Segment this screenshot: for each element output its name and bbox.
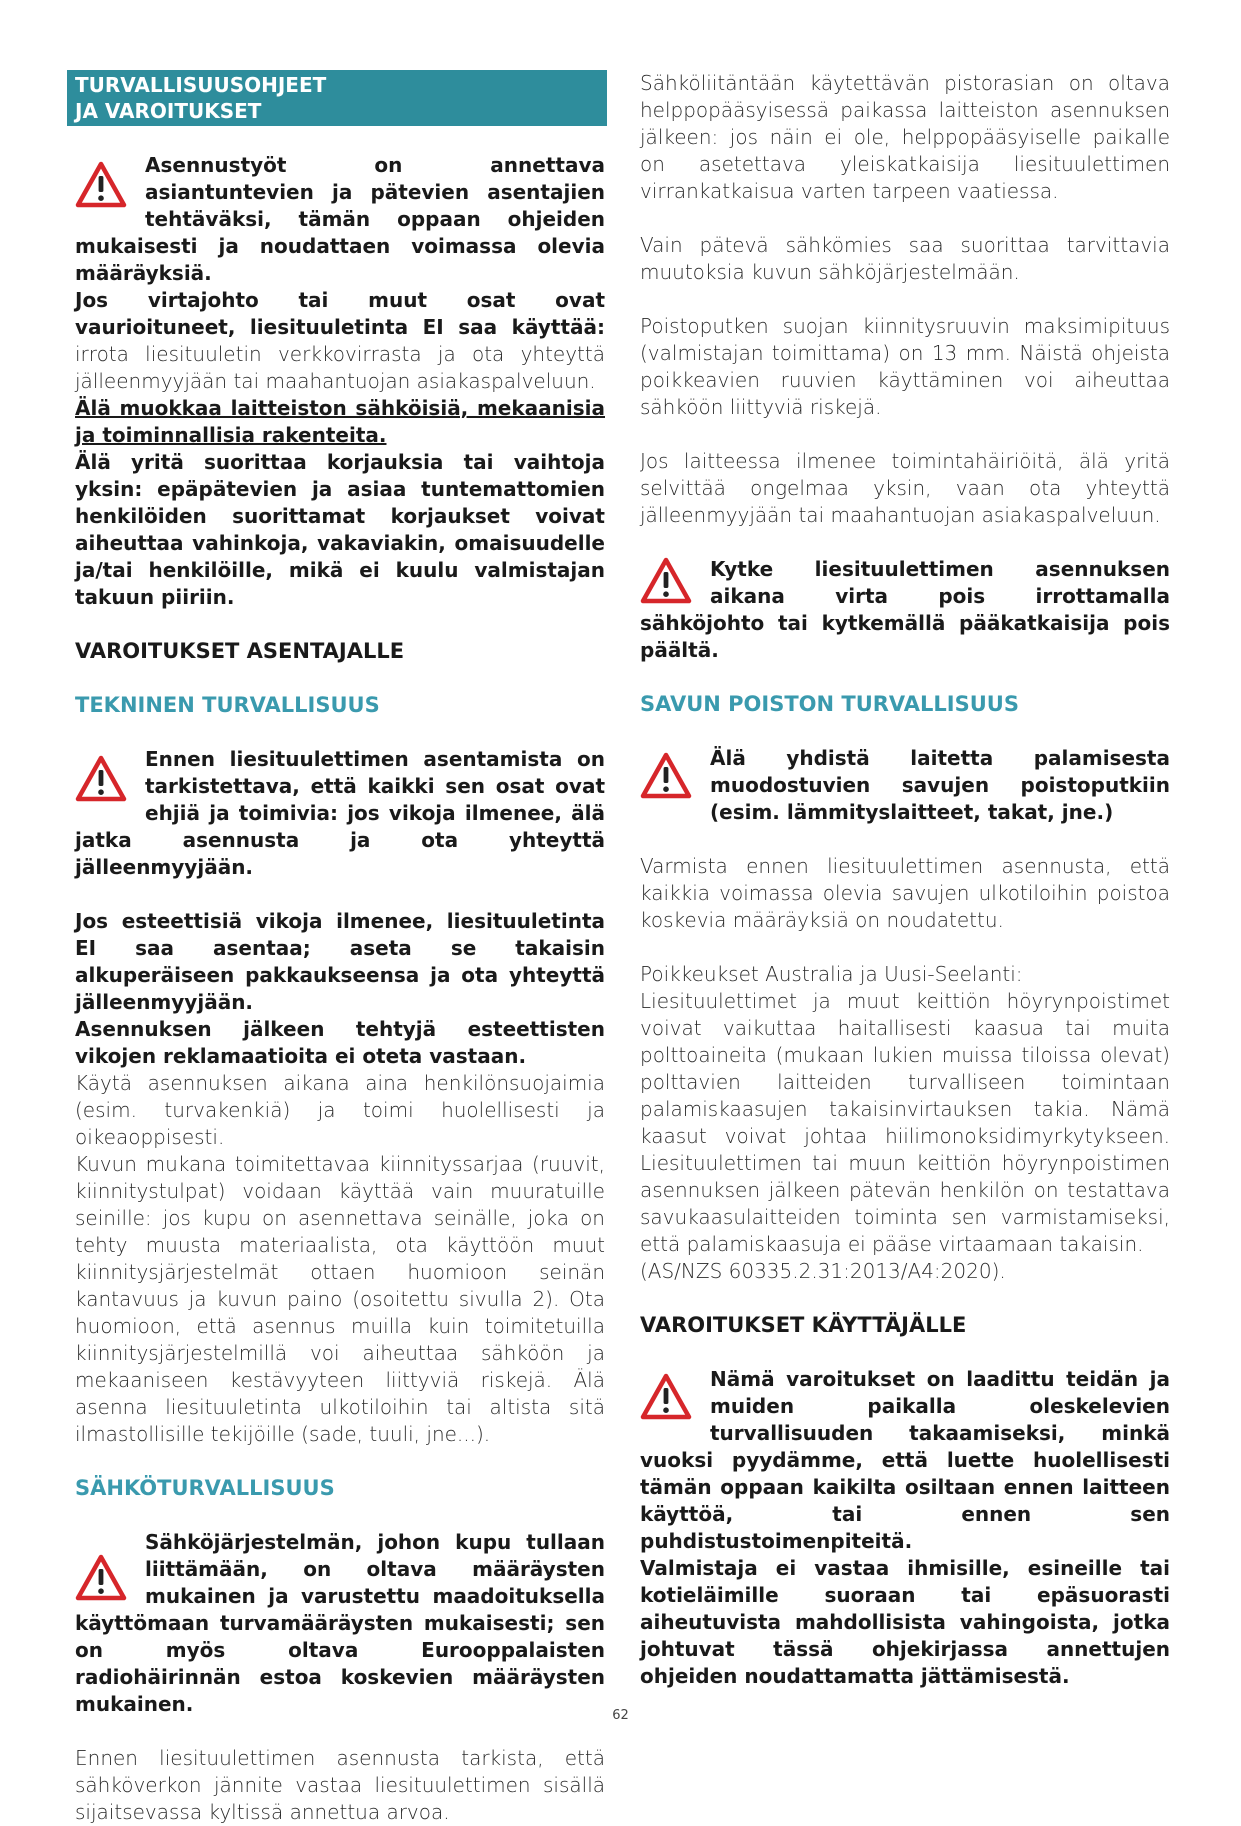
- warning-inspection: [75, 746, 605, 881]
- damaged-parts-paragraph: [75, 287, 605, 395]
- section-header-band: [67, 70, 607, 126]
- warning-triangle-icon: [75, 1553, 127, 1603]
- smoke-regulations-paragraph: Varmista ennen liesituulettimen asennusta, että kaikkia voimassa olevia savujen ulkotiloihin poistoa koskevia määräyksiä on noudatettu.: [640, 854, 1170, 932]
- warning-user-text: Nämä varoitukset on laadittu teidän ja muiden paikalla oleskelevien turvallisuuden takaamiseksi, minkä vuoksi pyydämme, että luette huolellisesti tämän oppaan kaikilta osiltaan ennen laitteen käyttöä, tai ennen sen puhdistustoimenpiteitä.: [640, 1367, 1170, 1553]
- warning-triangle-icon: [640, 556, 692, 606]
- socket-paragraph: Sähköliitäntään käytettävän pistorasian on oltava helppopääsyisessä paikassa laitteiston asennuksen jälkeen: jos näin ei ole, helppopääsyiselle paikalle on asetettava yleiskatkaisija liesituulettimen virrankatkaisua varten tarpeen vaatiessa.: [640, 71, 1170, 203]
- warning-power-off: [640, 556, 1170, 664]
- warning-power-off-text: Kytke liesituulettimen asennuksen aikana virta pois irrottamalla sähköjohto tai kytkemällä pääkatkaisija pois päältä.: [640, 557, 1170, 662]
- standard-reference: (AS/NZS 60335.2.31:2013/A4:2020).: [640, 1259, 1006, 1283]
- header-line-1: TURVALLISUUSOHJEET: [75, 73, 327, 97]
- no-modify-notice: Älä muokkaa laitteiston sähköisiä, mekaanisia ja toiminnallisia rakenteita.: [75, 396, 605, 447]
- exceptions-paragraph: Liesituulettimet ja muut keittiön höyrynpoistimet voivat vaikuttaa haitallisesti kaasua tai muita polttoaineita (mukaan lukien muissa tiloissa olevat) polttavien laitteiden turvalliseen toimintaan palamiskaasujen takaisinvirtauksen takia. Nämä kaasut voivat johtaa hiilimonoksidimyrkytykseen. Liesituulettimen tai muun keittiön höyrynpoistimen asennuksen jälkeen pätevän henkilön on testattava savukaasulaitteiden toiminta sen varmistamiseksi, että palamiskaasuja ei pääse virtaamaan takaisin.: [640, 989, 1170, 1256]
- liability-paragraph: Valmistaja ei vastaa ihmisille, esineille tai kotieläimille suoraan tai epäsuorasti aiheutuvista mahdollisista vahingoista, jotka johtuvat tässä ohjekirjassa annettujen ohjeiden noudattamatta jättämisestä.: [640, 1556, 1170, 1688]
- screw-length-paragraph: Poistoputken suojan kiinnitysruuvin maksimipituus (valmistajan toimittama) on 13 mm. Näistä ohjeista poikkeavien ruuvien käyttäminen voi aiheuttaa sähköön liittyviä riskejä.: [640, 314, 1170, 419]
- installer-warnings-title: VAROITUKSET ASENTAJALLE: [75, 639, 405, 663]
- electrical-safety-title: SÄHKÖTURVALLISUUS: [75, 1476, 335, 1500]
- damaged-parts-bold: Jos virtajohto tai muut osat ovat vaurioituneet, liesituuletinta EI saa käyttää:: [75, 288, 605, 339]
- warning-flue-text: Älä yhdistä laitetta palamisesta muodostuvien savujen poistoputkiin (esim. lämmityslaitteet, takat, jne.): [710, 746, 1170, 824]
- warning-installation: [75, 152, 605, 287]
- left-column: [75, 70, 605, 1826]
- warning-electrical-text: Sähköjärjestelmän, johon kupu tullaan liittämään, on oltava määräysten mukainen ja varustettu maadoituksella käyttömaan turvamääräysten mukaisesti; sen on myös oltava Eurooppalaisten radiohäirinnän estoa koskevien määräysten mukainen.: [75, 1530, 605, 1716]
- exceptions-title: Poikkeukset Australia ja Uusi-Seelanti:: [640, 962, 1023, 986]
- malfunction-paragraph: Jos laitteessa ilmenee toimintahäiriöitä, älä yritä selvittää ongelmaa yksin, vaan ota yhteyttä jälleenmyyjään tai maahantuojan asiakaspalveluun.: [640, 449, 1170, 527]
- warning-user: [640, 1366, 1170, 1555]
- aesthetic-claims-paragraph: Asennuksen jälkeen tehtyjä esteettisten vikojen reklamaatioita ei oteta vastaan.: [75, 1017, 605, 1068]
- warning-flue: [640, 745, 1170, 826]
- ppe-paragraph: Käytä asennuksen aikana aina henkilönsuojaimia (esim. turvakenkiä) ja toimi huolellisesti ja oikeaoppisesti.: [75, 1071, 605, 1149]
- no-repair-notice: Älä yritä suorittaa korjauksia tai vaihtoja yksin: epäpätevien ja asiaa tuntemattomien henkilöiden suorittamat korjaukset voivat aiheuttaa vahinkoja, vakaviakin, omaisuudelle ja/tai henkilöille, mikä ei kuulu valmistajan takuun piiriin.: [75, 450, 605, 609]
- warning-electrical: [75, 1529, 605, 1718]
- warning-triangle-icon: [640, 751, 692, 801]
- voltage-check-paragraph: Ennen liesituulettimen asennusta tarkista, että sähköverkon jännite vastaa liesituulettimen sisällä sijaitsevassa kyltissä annettua arvoa.: [75, 1746, 605, 1824]
- mounting-kit-paragraph: Kuvun mukana toimitettavaa kiinnityssarjaa (ruuvit, kiinnitystulpat) voidaan käyttää vain muuratuille seinille: jos kupu on asennettava seinälle, joka on tehty muusta materiaalista, ota käyttöön muut kiinnitysjärjestelmät ottaen huomioon seinän kantavuus ja kuvun paino (osoitettu sivulla 2). Ota huomioon, että asennus muilla kuin toimitetuilla kiinnitysjärjestelmillä voi aiheuttaa sähköön ja mekaaniseen kestävyyteen liittyviä riskejä. Älä asenna liesituuletinta ulkotiloihin tai altista sitä ilmastollisille tekijöille (sade, tuuli, jne...).: [75, 1152, 605, 1446]
- technical-safety-title: TEKNINEN TURVALLISUUS: [75, 693, 380, 717]
- header-line-2: JA VAROITUKSET: [75, 99, 262, 123]
- right-column: [640, 70, 1170, 1690]
- damaged-parts-rest: irrota liesituuletin verkkovirrasta ja ota yhteyttä jälleenmyyjään tai maahantuojan asiakaspalveluun.: [75, 342, 605, 393]
- electrician-paragraph: Vain pätevä sähkömies saa suorittaa tarvittavia muutoksia kuvun sähköjärjestelmään.: [640, 233, 1170, 284]
- warning-triangle-icon: [75, 754, 127, 804]
- warning-triangle-icon: [75, 160, 127, 210]
- warning-triangle-icon: [640, 1372, 692, 1422]
- aesthetic-defects-paragraph: Jos esteettisiä vikoja ilmenee, liesituuletinta EI saa asentaa; aseta se takaisin alkuperäiseen pakkaukseensa ja ota yhteyttä jälleenmyyjään.: [75, 909, 605, 1014]
- warning-inspection-text: Ennen liesituulettimen asentamista on tarkistettava, että kaikki sen osat ovat ehjiä ja toimivia: jos vikoja ilmenee, älä jatka asennusta ja ota yhteyttä jälleenmyyjään.: [75, 747, 605, 879]
- user-warnings-title: VAROITUKSET KÄYTTÄJÄLLE: [640, 1313, 967, 1337]
- smoke-safety-title: SAVUN POISTON TURVALLISUUS: [640, 692, 1019, 716]
- warning-installation-text: Asennustyöt on annettava asiantuntevien ja pätevien asentajien tehtäväksi, tämän oppaan ohjeiden mukaisesti ja noudattaen voimassa olevia määräyksiä.: [75, 153, 605, 285]
- page-number: 62: [612, 1708, 629, 1723]
